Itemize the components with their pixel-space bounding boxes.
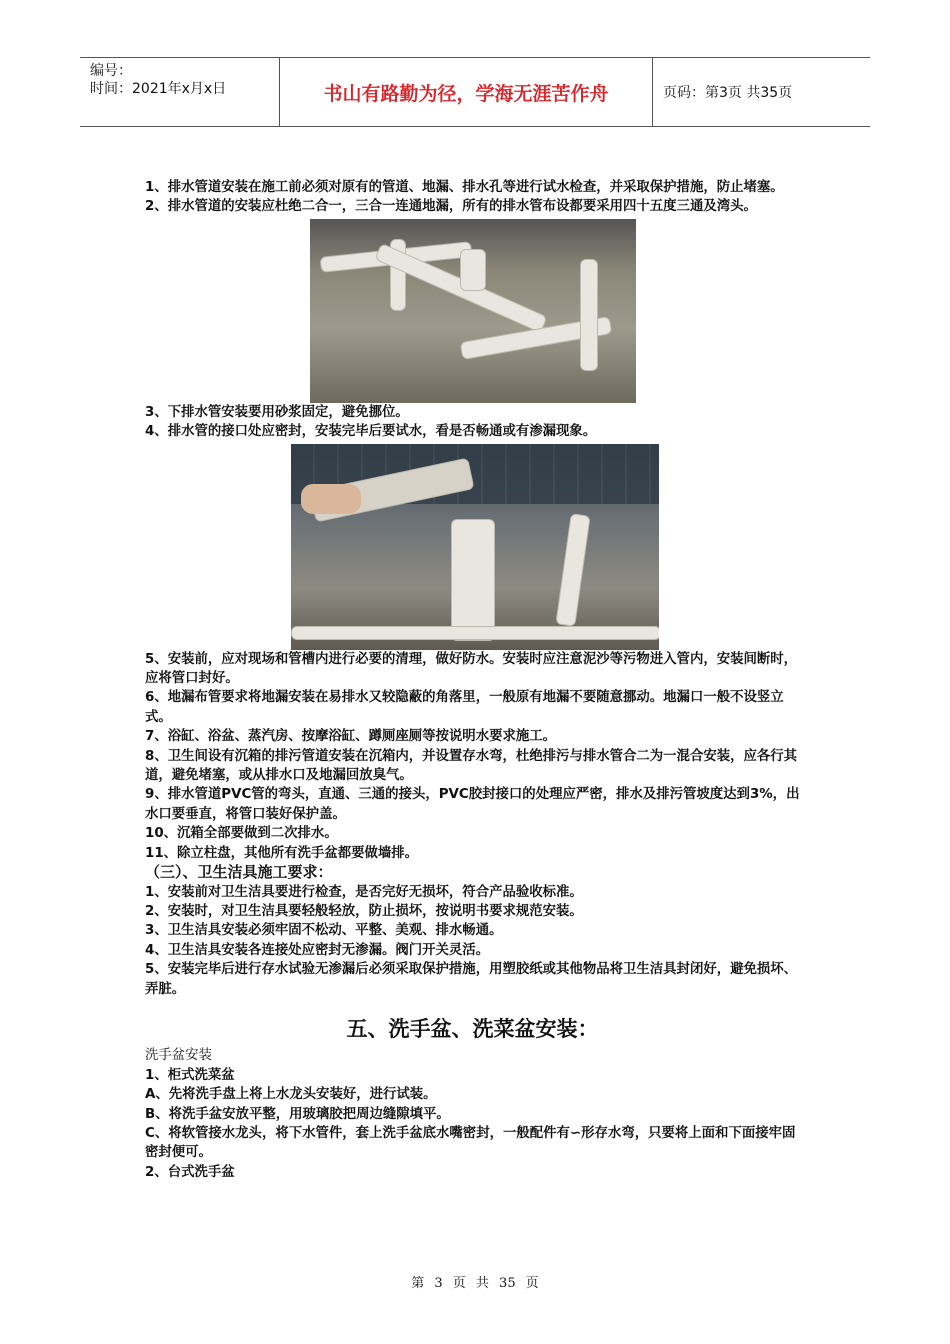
time-label: 时间：2021年x月x日 <box>90 81 227 97</box>
paragraph: 4、排水管的接口处应密封，安装完毕后要试水，看是否畅通或有渗漏现象。 <box>145 424 597 440</box>
pipe-seal-test-photo <box>291 444 659 650</box>
page-header <box>80 57 870 127</box>
paragraph: 9、排水管道PVC管的弯头，直通、三通的接头，PVC胶封接口的处理应严密，排水及排污管坡度达到3%，出水口要垂直，将管口装好保护盖。 <box>145 787 800 822</box>
paragraph: 11、除立柱盘，其他所有洗手盆都要做墙排。 <box>145 845 419 861</box>
paragraph: B、将洗手盆安放平整，用玻璃胶把周边缝隙填平。 <box>145 1106 450 1122</box>
header-motto: 书山有路勤为径，学海无涯苦作舟 <box>280 58 653 126</box>
paragraph: 5、安装完毕后进行存水试验无渗漏后必须采取保护措施，用塑胶纸或其他物品将卫生洁具封闭好，避免损坏、弄脏。 <box>145 962 798 997</box>
paragraph: 2、排水管道的安装应杜绝二合一，三合一连通地漏，所有的排水管布设都要采用四十五度三通及湾头。 <box>145 199 757 215</box>
paragraph: 2、台式洗手盆 <box>145 1164 235 1180</box>
paragraph: 4、卫生洁具安装各连接处应密封无渗漏。阀门开关灵活。 <box>145 942 490 958</box>
header-page-info: 页码：第3页 共35页 <box>663 85 793 101</box>
number-label: 编号： <box>90 63 132 79</box>
section-title: 五、洗手盆、洗菜盆安装： <box>346 1015 599 1041</box>
paragraph: A、先将洗手盘上将上水龙头安装好，进行试装。 <box>145 1087 437 1103</box>
paragraph: 6、地漏布管要求将地漏安装在易排水又较隐蔽的角落里，一般原有地漏不要随意挪动。地漏口一般不设竖立式。 <box>145 690 784 725</box>
paragraph: 3、卫生洁具安装必须牢固不松动、平整、美观、排水畅通。 <box>145 923 503 939</box>
document-body <box>145 178 800 1182</box>
paragraph: 5、安装前，应对现场和管槽内进行必要的清理，做好防水。安装时应注意泥沙等污物进入管内，安装间断时，应将管口封好。 <box>145 651 798 687</box>
page-footer: 第 3 页 共 35 页 <box>411 1276 539 1291</box>
drain-pipes-photo <box>310 219 636 403</box>
paragraph: 3、下排水管安装要用砂浆固定，避免挪位。 <box>145 404 409 420</box>
paragraph: C、将软管接水龙头，将下水管件，套上洗手盆底水嘴密封，一般配件有∽形存水弯，只要将上面和下面接牢固密封便可。 <box>145 1125 796 1161</box>
paragraph: 2、安装时，对卫生洁具要轻般轻放，防止损坏，按说明书要求规范安装。 <box>145 903 583 919</box>
paragraph: 1、安装前对卫生洁具要进行检查，是否完好无损坏，符合产品验收标准。 <box>145 884 583 900</box>
paragraph: 7、浴缸、浴盆、蒸汽房、按摩浴缸、蹲厕座厕等按说明水要求施工。 <box>145 729 557 745</box>
paragraph: 10、沉箱全部要做到二次排水。 <box>145 826 338 842</box>
paragraph: 8、卫生间设有沉箱的排污管道安装在沉箱内，并设置存水弯，杜绝排污与排水管合二为一混合安装，应各行其道，避免堵塞，或从排水口及地漏回放臭气。 <box>145 748 798 784</box>
subsection-title: （三）、卫生洁具施工要求： <box>145 863 333 882</box>
paragraph: 1、排水管道安装在施工前必须对原有的管道、地漏、排水孔等进行试水检查，并采取保护措施，防止堵塞。 <box>145 180 784 195</box>
header-meta <box>80 58 280 126</box>
basin-label: 洗手盆安装 <box>145 1048 212 1064</box>
paragraph: 1、柜式洗菜盆 <box>145 1067 235 1083</box>
